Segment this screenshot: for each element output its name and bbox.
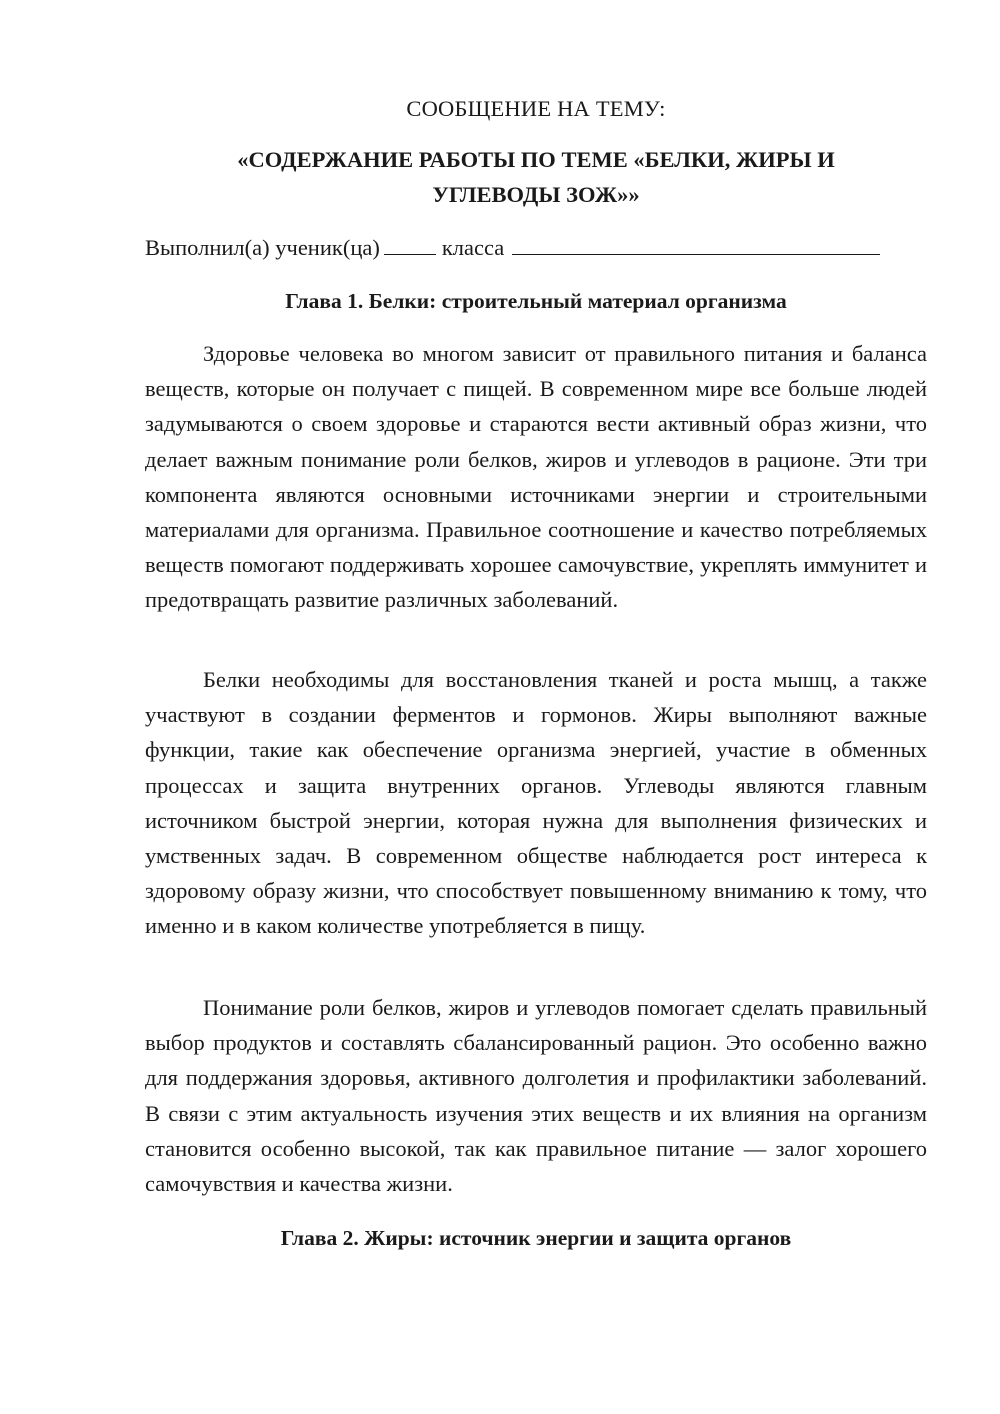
- chapter-2-title: Глава 2. Жиры: источник энергии и защита органов: [280, 1226, 792, 1250]
- report-title: «СОДЕРЖАНИЕ РАБОТЫ ПО ТЕМЕ «БЕЛКИ, ЖИРЫ И УГЛЕВОДЫ ЗОЖ»»: [237, 147, 835, 207]
- paragraph-2: Белки необходимы для восстановления тканей и роста мышц, а также участвуют в создании ферментов и гормонов. Жиры выполняют важные функции, такие как обеспечение организма энергией, участие в обменных процессах и защита внутренних органов. Углеводы являются главным источником быстрой энергии, которая нужна для выполнения физических и умственных задач. В современном обществе наблюдается рост интереса к здоровому образу жизни, что способствует повышенному вниманию к тому, что именно и в каком количестве употребляется в пищу.: [145, 667, 927, 939]
- paragraph-1: Здоровье человека во многом зависит от правильного питания и баланса веществ, которые он получает с пищей. В современном мире все больше людей задумываются о своем здоровье и стараются вести активный образ жизни, что делает важным понимание роли белков, жиров и углеводов в рационе. Эти три компонента являются основными источниками энергии и строительными материалами для организма. Правильное соотношение и качество потребляемых веществ помогают поддерживать хорошее самочувствие, укреплять иммунитет и предотвращать развитие различных заболеваний.: [145, 341, 927, 613]
- chapter-1-title: Глава 1. Белки: строительный материал организма: [285, 289, 787, 313]
- name-blank: [512, 234, 880, 255]
- report-heading: СООБЩЕНИЕ НА ТЕМУ:: [406, 96, 666, 121]
- paragraph-3: Понимание роли белков, жиров и углеводов помогает сделать правильный выбор продуктов и составлять сбалансированный рацион. Это особенно важно для поддержания здоровья, активного долголетия и профилактики заболеваний. В связи с этим актуальность изучения этих веществ и их влияния на организм становится особенно высокой, так как правильное питание — залог хорошего самочувствия и качества жизни.: [145, 995, 927, 1197]
- author-line: [145, 234, 927, 261]
- grade-blank: [384, 234, 436, 255]
- class-label: класса: [441, 235, 505, 260]
- author-label: Выполнил(а) ученик(ца): [145, 235, 380, 260]
